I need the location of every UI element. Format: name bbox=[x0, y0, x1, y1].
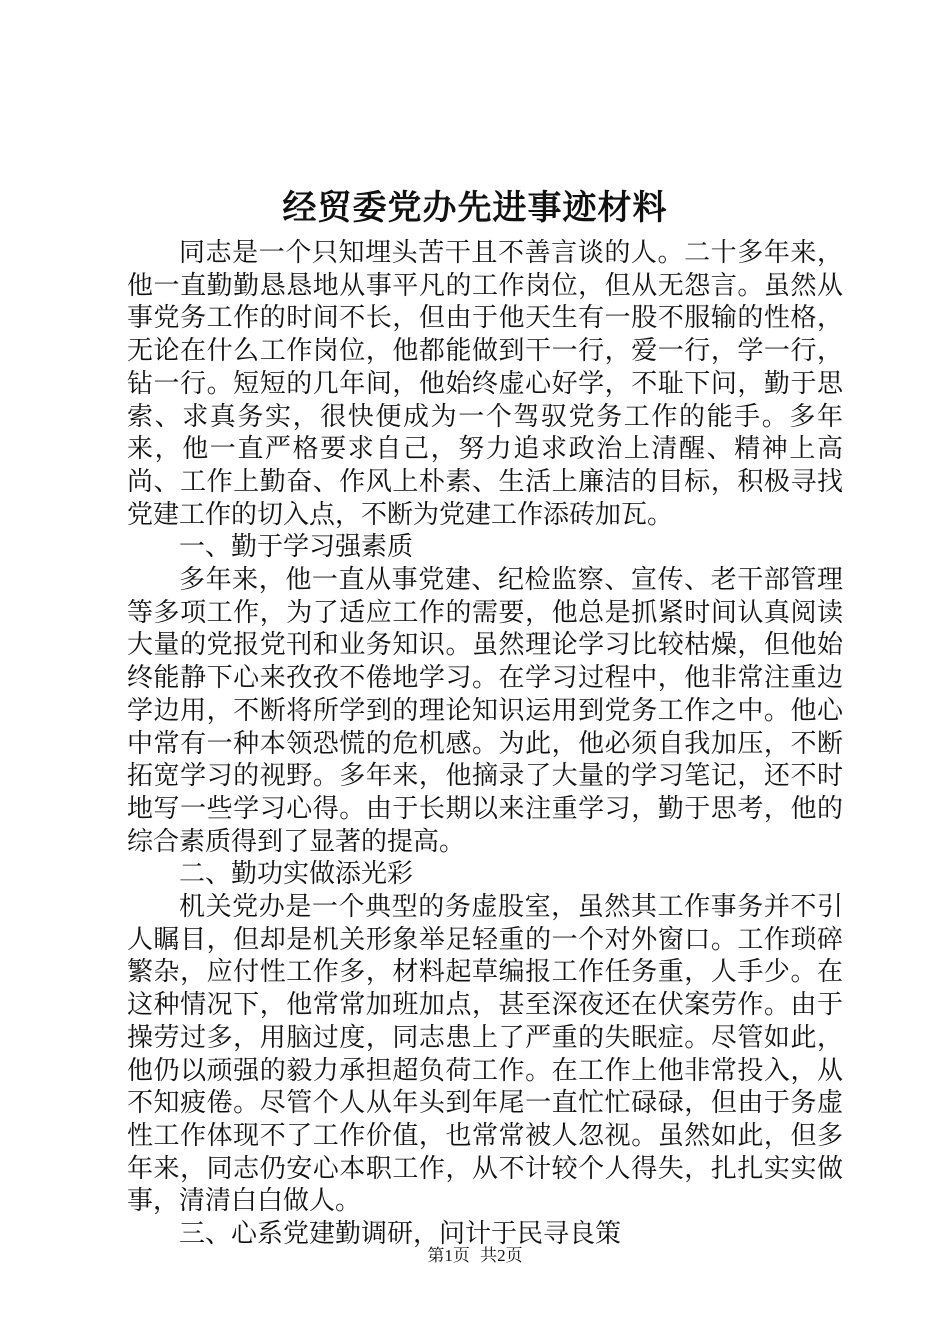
page-footer bbox=[0, 1244, 950, 1268]
document-body bbox=[127, 237, 843, 1251]
section-paragraph-1: 多年来，他一直从事党建、纪检监察、宣传、老干部管理等多项工作，为了适应工作的需要，他总是抓紧时间认真阅读大量的党报党刊和业务知识。虽然理论学习比较枯燥，但他始终能静下心来孜孜不倦地学习。在学习过程中，他非常注重边学边用，不断将所学到的理论知识运用到党务工作之中。他心中常有一种本领恐慌的危机感。为此，他必须自我加压，不断拓宽学习的视野。多年来，他摘录了大量的学习笔记，还不时地写一些学习心得。由于长期以来注重学习，勤于思考，他的综合素质得到了显著的提高。 bbox=[127, 565, 843, 857]
section-heading-1: 一、勤于学习强素质 bbox=[179, 532, 414, 563]
intro-paragraph: 同志是一个只知埋头苦干且不善言谈的人。二十多年来，他一直勤勤恳恳地从事平凡的工作岗位，但从无怨言。虽然从事党务工作的时间不长，但由于他天生有一股不服输的性格，无论在什么工作岗位，他都能做到干一行，爱一行，学一行，钻一行。短短的几年间，他始终虚心好学，不耻下问，勤于思索、求真务实，很快便成为一个驾驭党务工作的能手。多年来，他一直严格要求自己，努力追求政治上清醒、精神上高尚、工作上勤奋、作风上朴素、生活上廉洁的目标，积极寻找党建工作的切入点，不断为党建工作添砖加瓦。 bbox=[127, 238, 843, 530]
section-heading-2: 二、勤功实做添光彩 bbox=[179, 859, 414, 890]
section-paragraph-2: 机关党办是一个典型的务虚股室，虽然其工作事务并不引人瞩目，但却是机关形象举足轻重的一个对外窗口。工作琐碎繁杂，应付性工作多，材料起草编报工作任务重，人手少。在这种情况下，他常常加班加点，甚至深夜还在伏案劳作。由于操劳过多，用脑过度，同志患上了严重的失眠症。尽管如此，他仍以顽强的毅力承担超负荷工作。在工作上他非常投入，从不知疲倦。尽管个人从年头到年尾一直忙忙碌碌，但由于务虚性工作体现不了工作价值，也常常被人忽视。虽然如此，但多年来，同志仍安心本职工作，从不计较个人得失，扎扎实实做事，清清白白做人。 bbox=[127, 892, 843, 1217]
page-number: 第1页 bbox=[427, 1246, 470, 1265]
section-heading-3: 三、心系党建勤调研，问计于民寻良策 bbox=[179, 1219, 622, 1250]
document-title: 经贸委党办先进事迹材料 bbox=[282, 188, 668, 228]
page-total: 共2页 bbox=[480, 1246, 523, 1265]
